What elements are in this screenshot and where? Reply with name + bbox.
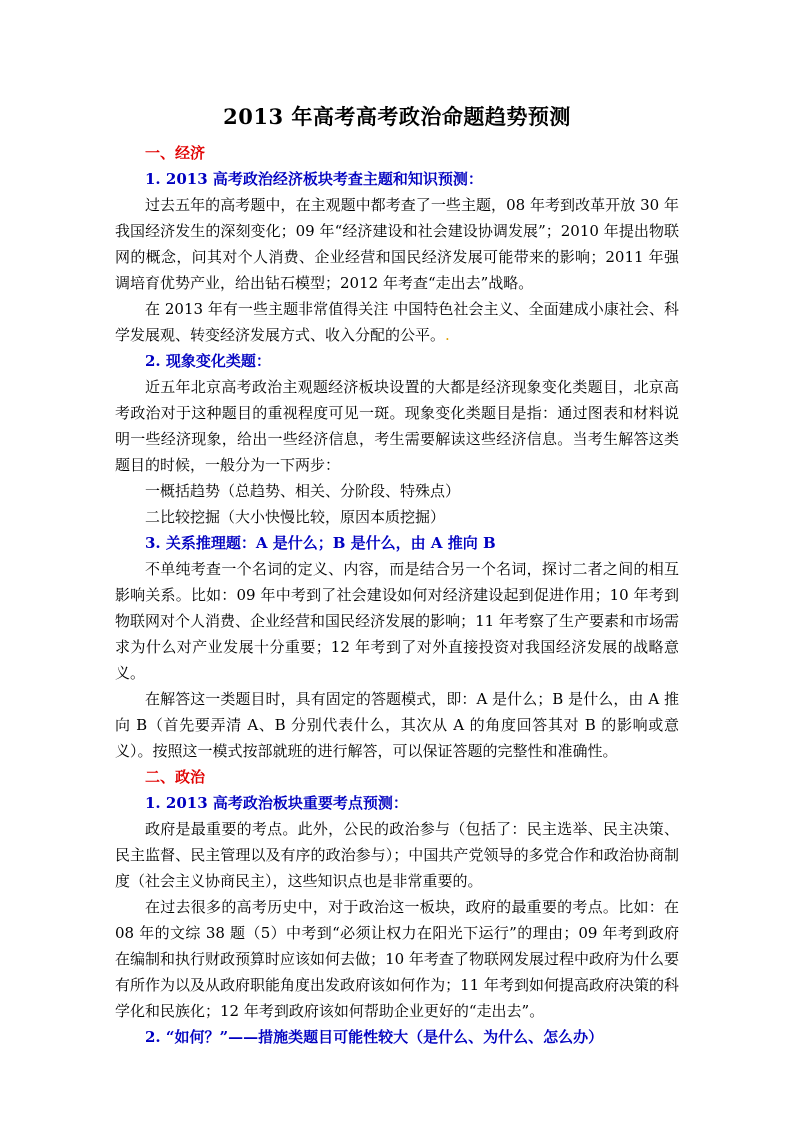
paragraph: 在过去很多的高考历史中，对于政治这一板块，政府的最重要的考点。比如：在 08 年的文综 38 题（5）中考到“必须让权力在阳光下运行”的理由；09 年考到政府在编制和执行财政预算时应该如何去做；10 年考查了物联网发展过程中政府为什么要有所作为以及从政府职能角度出发政府该如何作为；11 年考到如何提高政府决策的科学化和民族化；12 年考到政府该如何帮助企业更好的“走出去”。 [115, 898, 679, 1020]
paragraph: 一概括趋势（总趋势、相关、分阶段、特殊点） [145, 482, 461, 500]
paragraph: 二比较挖掘（大小快慢比较，原因本质挖掘） [145, 508, 446, 526]
document-title: 2013 年高考高考政治命题趋势预测 [223, 104, 571, 129]
section-heading-politics: 二、政治 [145, 768, 206, 786]
paragraph-tail-mark: . [445, 326, 450, 344]
paragraph: 近五年北京高考政治主观题经济板块设置的大都是经济现象变化类题目，北京高考政治对于这种题目的重视程度可见一斑。现象变化类题目是指：通过图表和材料说明一些经济现象，给出一些经济信息，考生需要解读这些经济信息。当考生解答这类题目的时候，一般分为一下两步： [115, 378, 679, 474]
paragraph: 不单纯考查一个名词的定义、内容，而是结合另一个名词，探讨二者之间的相互影响关系。比如：09 年中考到了社会建设如何对经济建设起到促进作用；10 年考到物联网对个人消费、企业经营和国民经济发展的影响；11 年考察了生产要素和市场需求为什么对产业发展十分重要；12 年考到了对外直接投资对我国经济发展的战略意义。 [115, 560, 679, 682]
subheading-politics-topics: 1. 2013 高考政治板块重要考点预测： [145, 794, 408, 812]
section-heading-economy: 一、经济 [145, 144, 206, 162]
subheading-phenomenon-change: 2. 现象变化类题： [145, 352, 271, 370]
paragraph: 过去五年的高考题中，在主观题中都考查了一些主题，08 年考到改革开放 30 年我国经济发生的深刻变化；09 年“经济建设和社会建设协调发展”；2010 年提出物联网的概念，问其对个人消费、企业经营和国民经济发展可能带来的影响；2011 年强调培育优势产业，给出钻石模型；2012 年考查“走出去”战略。 [115, 196, 679, 292]
paragraph-text: 在 2013 年有一些主题非常值得关注 中国特色社会主义、全面建成小康社会、科学发展观、转变经济发展方式、收入分配的公平。 [115, 300, 679, 344]
paragraph: 政府是最重要的考点。此外，公民的政治参与（包括了：民主选举、民主决策、民主监督、民主管理以及有序的政治参与）；中国共产党领导的多党合作和政治协商制度（社会主义协商民主），这些知识点也是非常重要的。 [115, 820, 679, 890]
paragraph: 在解答这一类题目时，具有固定的答题模式，即：A 是什么；B 是什么，由 A 推向 B（首先要弄清 A、B 分别代表什么，其次从 A 的角度回答其对 B 的影响或意义）。按照这一模式按部就班的进行解答，可以保证答题的完整性和准确性。 [115, 690, 679, 760]
paragraph [115, 296, 679, 348]
subheading-relation-reasoning: 3. 关系推理题：A 是什么；B 是什么，由 A 推向 B [145, 534, 496, 552]
subheading-how-questions: 2. “如何？”——措施类题目可能性较大（是什么、为什么、怎么办） [145, 1028, 604, 1046]
subheading-economy-topics: 1. 2013 高考政治经济板块考查主题和知识预测： [145, 170, 483, 188]
